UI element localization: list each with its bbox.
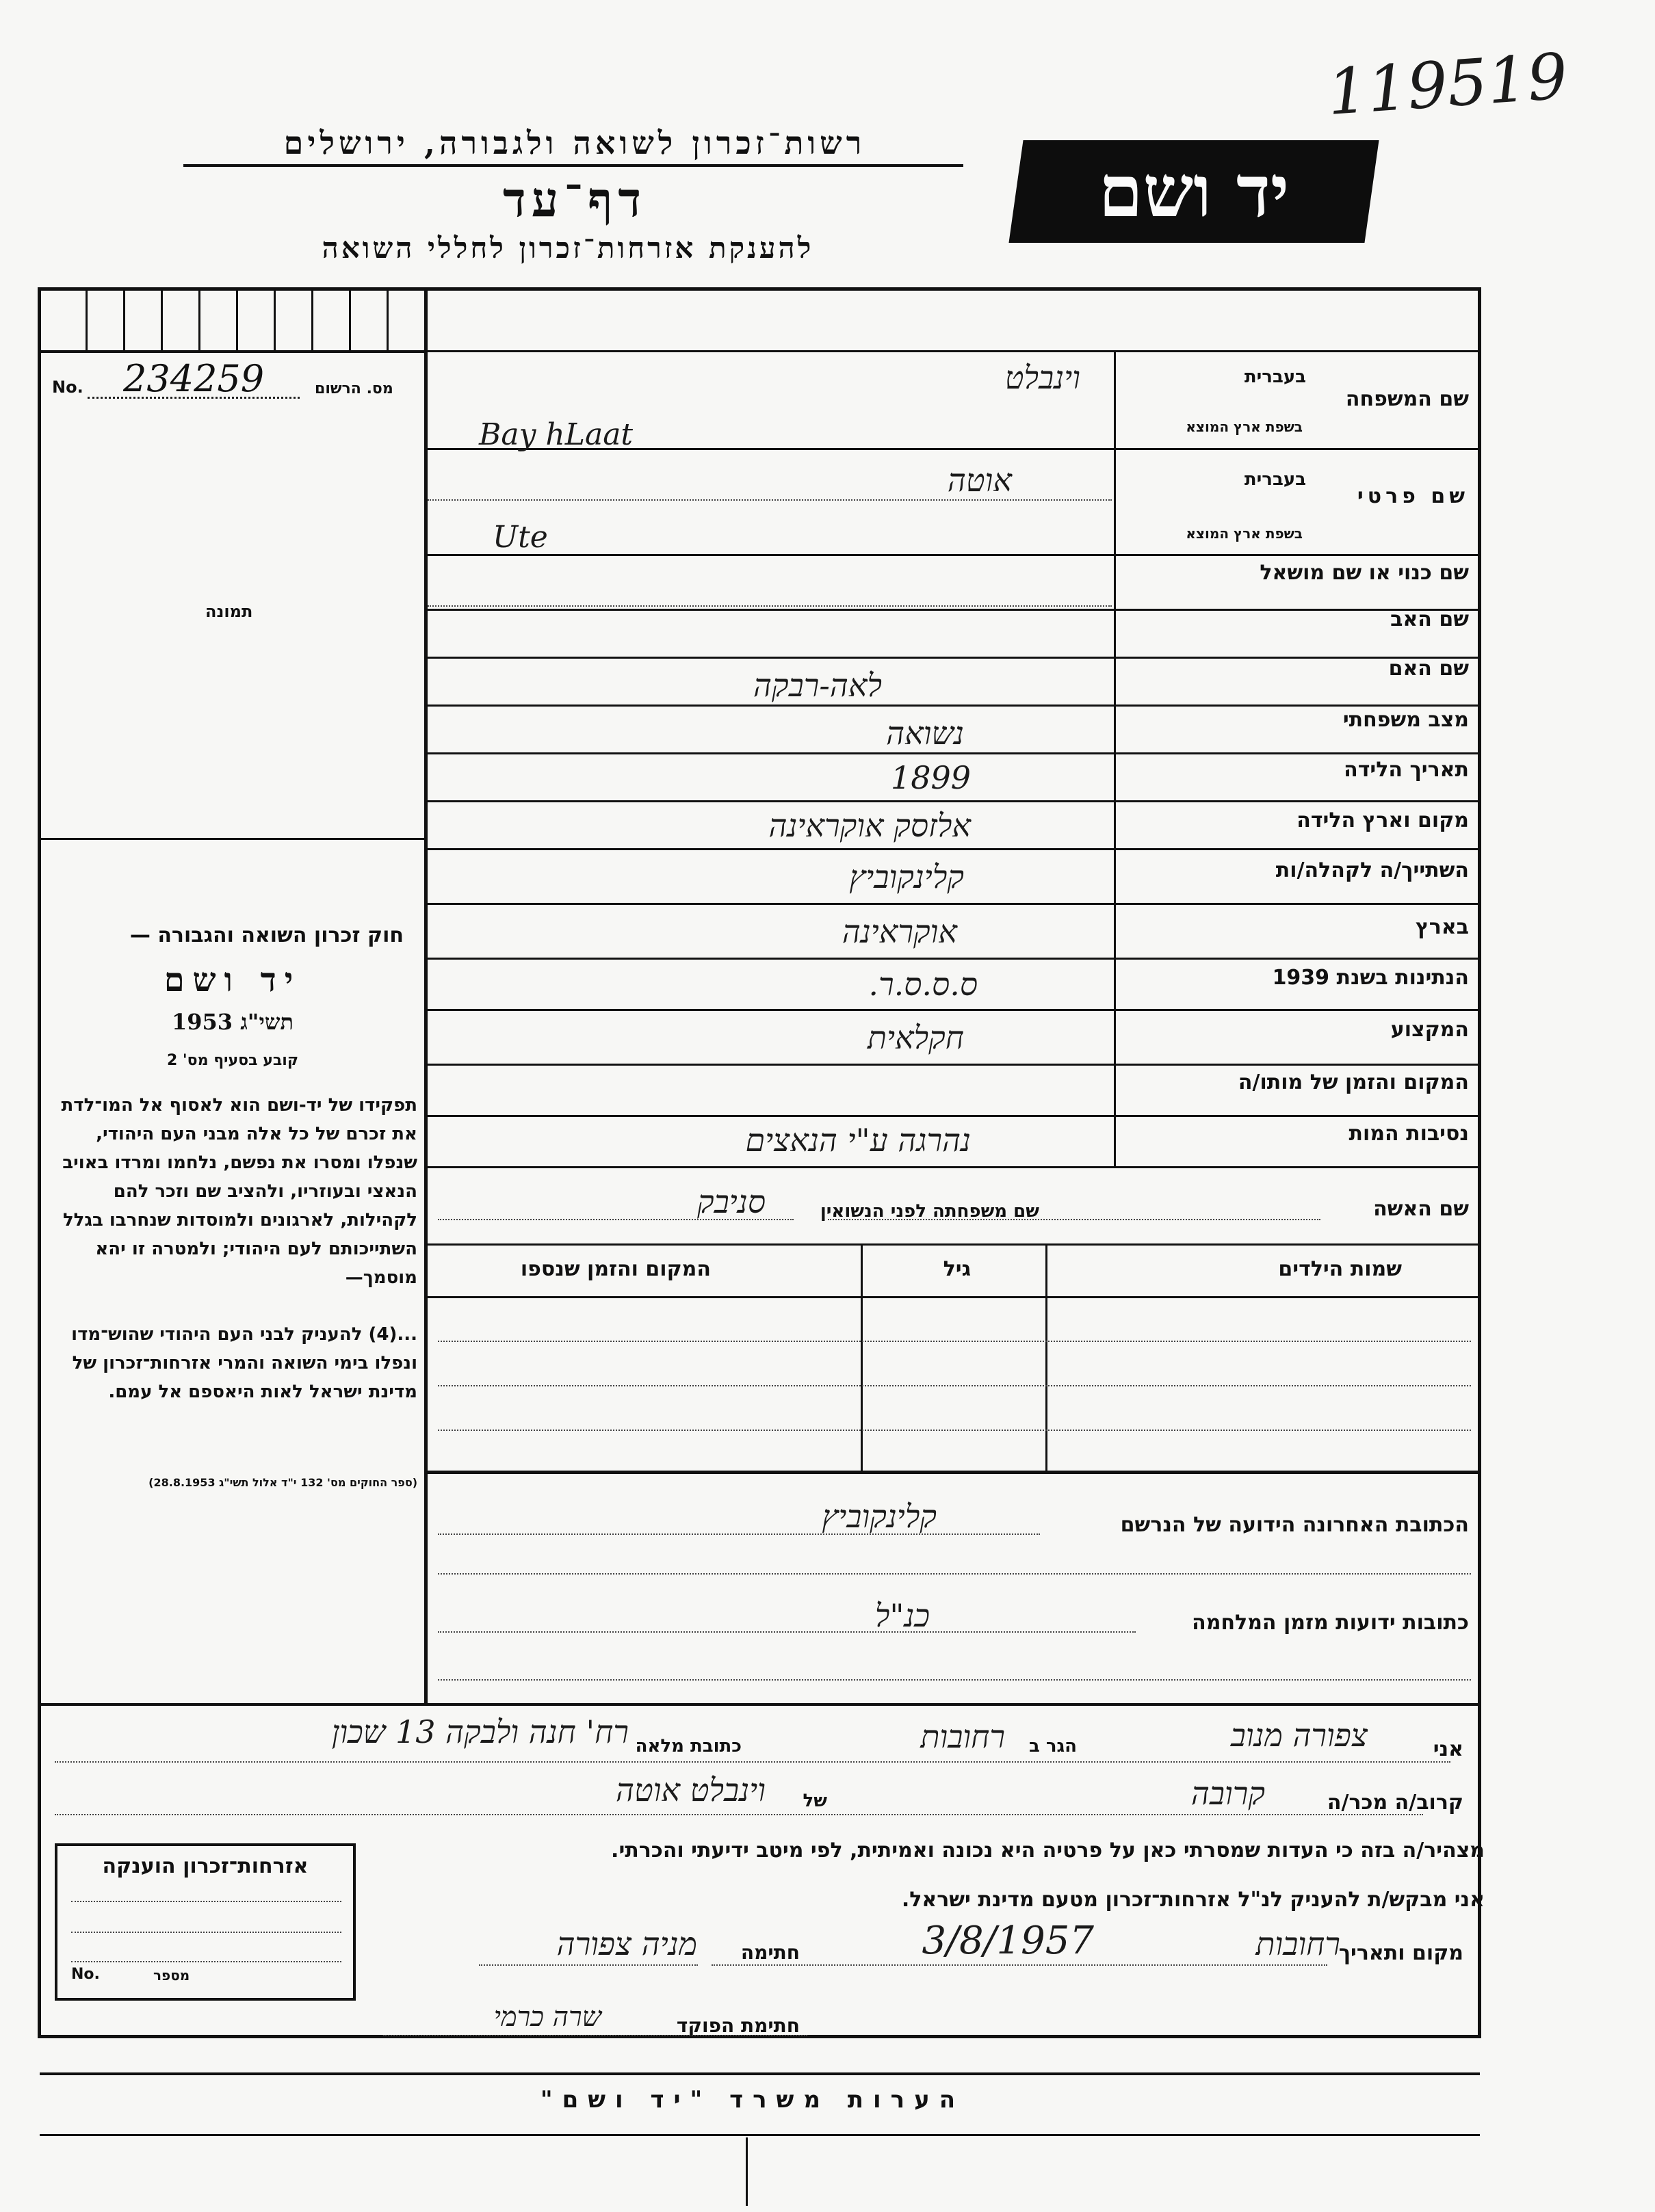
first-name-native: Ute bbox=[493, 520, 548, 555]
place-value: רחובות bbox=[1255, 1925, 1340, 1962]
law-paragraph-2: ...(4) להעניק לבני העם היהודי שהוש־מדו ונפלו בימי השואה והמרי אזרחות־זכרון של מדינת ישראל לאות היאספם אל עמם. bbox=[71, 1324, 417, 1402]
wife-value: סניבק bbox=[697, 1183, 766, 1220]
declaration-ani: אני bbox=[1433, 1737, 1463, 1761]
statement-2: אני מבקש/ת להעניק לנ"ל אזרחות־זכרון מטעם מדינת ישראל. bbox=[901, 1888, 1485, 1912]
law-name: יד ושם bbox=[164, 961, 302, 999]
father-label: שם האב bbox=[1390, 607, 1469, 631]
registration-no-label: No. bbox=[52, 378, 83, 397]
first-name-hebrew: אוטה bbox=[947, 462, 1012, 499]
page-title: דף־עד bbox=[502, 171, 647, 228]
last-address-label: הכתובת האחרונה הידועה של הנרשם bbox=[1120, 1513, 1469, 1537]
family-name-sub-hebrew: בעברית bbox=[1244, 367, 1306, 387]
relative-value: קרובה bbox=[1190, 1775, 1265, 1812]
mother-value: לאה-רבקה bbox=[753, 667, 882, 704]
law-title: חוק זכרון השואה והגבורה — bbox=[129, 923, 404, 947]
nickname-label: שם כנוי או שם מושאל bbox=[1260, 561, 1469, 585]
law-paragraph-1: תפקידו של יד-ושם הוא לאסוף אל המו־לדת את זכרם של כל אלה מבני העם היהודי, שנפלו ומסרו את נפשם, נלחמו ומרדו באויב הנאצי ובעוזריו, ולהציב שם וזכר להם לקהילות, לארגונים ולמוסדות שנחרבו בגלל השתייכותם לעם היהודי; ולמטרה זו יהא מוסמך— bbox=[61, 1095, 417, 1288]
page-subtitle: להענקת אזרחות־זכרון לחללי השואה bbox=[322, 231, 814, 265]
mother-label: שם האם bbox=[1388, 657, 1469, 681]
of-label: של bbox=[803, 1791, 827, 1811]
war-address-value: כנ"ל bbox=[874, 1597, 930, 1634]
community-label: השתייך/ה לקהלה/ות bbox=[1275, 858, 1469, 882]
resident-value: רחובות bbox=[920, 1718, 1005, 1755]
statement-1: מצהיר/ה בזה כי העדות שמסרתי כאן על פרטיה היא נכונה ואמיתית, לפי מיטב ידיעתי והכרתי. bbox=[611, 1839, 1485, 1862]
children-age-header: גיל bbox=[943, 1257, 971, 1281]
birth-place-label: מקום וארץ הלידה bbox=[1296, 808, 1469, 832]
birth-place-value: אלזסק אוקראינה bbox=[768, 807, 971, 844]
yad-vashem-logo bbox=[1008, 140, 1379, 243]
of-value: וינבלט אוטה bbox=[616, 1772, 766, 1808]
authority-line: רשות־זכרון לשואה ולגבורה, ירושלים bbox=[283, 124, 866, 161]
relative-label: קרוב/ה מכר/ה bbox=[1327, 1791, 1463, 1815]
law-section: קובע בסעיף מס' 2 bbox=[166, 1052, 299, 1069]
first-name-sub-native: בשפת ארץ המוצא bbox=[1186, 525, 1303, 542]
marital-label: מצב משפחתי bbox=[1342, 708, 1469, 732]
family-name-sub-native: בשפת ארץ המוצא bbox=[1186, 419, 1303, 435]
birth-date-label: תאריך הלידה bbox=[1344, 758, 1469, 782]
law-year: תשי"ג 1953 bbox=[172, 1009, 294, 1035]
profession-label: המקצוע bbox=[1390, 1018, 1469, 1042]
profession-value: חקלאית bbox=[867, 1019, 964, 1056]
photo-label: תמונה bbox=[205, 602, 253, 621]
death-circumstances-value: נהרגה ע"י הנאצים bbox=[745, 1122, 971, 1159]
wife-maiden-label: שם משפחתה לפני הנשואין bbox=[820, 1201, 1039, 1222]
full-address-value: רח' חנה ולבקה 13 שכון bbox=[331, 1713, 629, 1750]
archive-number: 119519 bbox=[1325, 39, 1570, 130]
signature-label: חתימה bbox=[740, 1941, 800, 1964]
children-names-header: שמות הילדים bbox=[1278, 1257, 1402, 1281]
country-value: אוקראינה bbox=[842, 913, 957, 950]
resident-label: הגר ב bbox=[1028, 1736, 1077, 1756]
children-place-header: המקום והזמן שנספו bbox=[520, 1257, 711, 1281]
signature-value: מניה צפורה bbox=[556, 1925, 697, 1962]
war-address-label: כתובות ידועות מזמן המלחמה bbox=[1192, 1611, 1469, 1635]
country-label: בארץ bbox=[1415, 915, 1469, 939]
citizenship-value: ס.ס.ס.ר. bbox=[868, 966, 978, 1003]
citizenship-label: הנתינות בשנת 1939 bbox=[1272, 966, 1469, 990]
family-name-native: Bay hLaat bbox=[479, 417, 634, 452]
footer-notes: הערות משרד "יד ושם" bbox=[540, 2086, 965, 2114]
date-value: 3/8/1957 bbox=[922, 1919, 1094, 1963]
officer-label: חתימת הפוקד bbox=[676, 2014, 800, 2037]
registration-number: 234259 bbox=[123, 357, 265, 400]
death-place-label: המקום והזמן של מותו/ה bbox=[1238, 1070, 1469, 1094]
wife-label: שם האשה bbox=[1373, 1197, 1469, 1221]
citizenship-box-title: אזרחות־זכרון הוענקה bbox=[102, 1854, 309, 1878]
community-value: קלינקוביץ bbox=[849, 858, 964, 895]
officer-value: שרה כרמי bbox=[493, 2001, 601, 2033]
family-name-label: שם המשפחה bbox=[1345, 387, 1469, 411]
birth-date-value: 1899 bbox=[890, 759, 971, 796]
family-name-hebrew: וינבלט bbox=[1004, 359, 1080, 396]
place-date-label: מקום ותאריך bbox=[1338, 1941, 1463, 1965]
death-circumstances-label: נסיבות המות bbox=[1348, 1122, 1469, 1146]
declarant-name: צפורה מנוב bbox=[1230, 1717, 1368, 1754]
last-address-value: קלינקוביץ bbox=[822, 1498, 937, 1535]
first-name-sub-hebrew: בעברית bbox=[1244, 469, 1306, 490]
full-address-label: כתובת מלאה bbox=[635, 1736, 742, 1756]
first-name-label: שם פרטי bbox=[1357, 484, 1469, 508]
law-citation: (ספר החוקים מס' 132 י"ד אלול תשי"ג 28.8.1953) bbox=[148, 1476, 417, 1489]
citizenship-box-no: No. bbox=[71, 1966, 100, 1983]
marital-value: נשואה bbox=[886, 715, 964, 752]
citizenship-box-number: מספר bbox=[153, 1967, 190, 1984]
registration-label: מס. הרשום bbox=[315, 380, 393, 397]
citizenship-box bbox=[55, 1843, 356, 2001]
logo-text: יד ושם bbox=[1098, 149, 1290, 233]
